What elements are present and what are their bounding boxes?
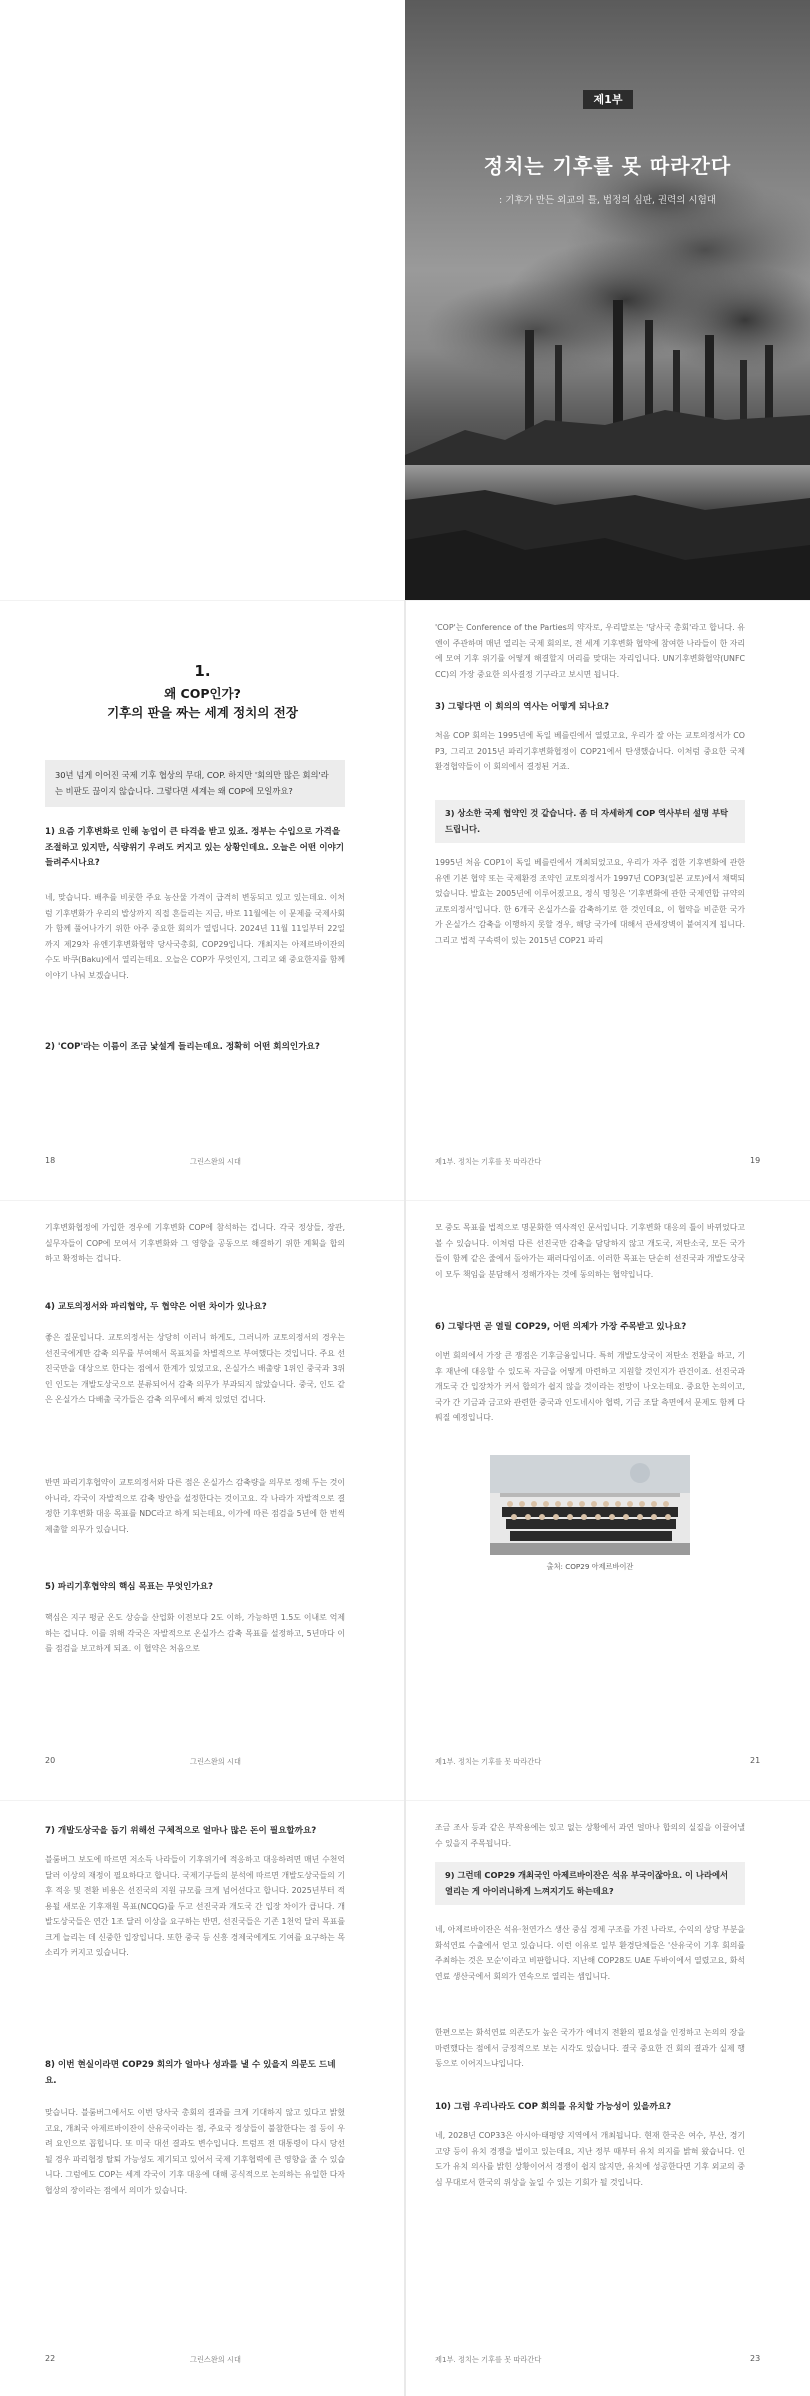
page-18 xyxy=(0,600,405,1200)
paragraph: 네, 아제르바이잔은 석유·천연가스 생산 중심 경제 구조를 가진 나라로, 수익의 상당 부분을 화석연료 수출에서 얻고 있습니다. 이런 이유로 일부 환경단체들은 '산유국이 기후 회의를 주최하는 것은 모순'이라고 비판합니다. 지난해 COP28도 UAE 두바이에서 열렸고요, 화석연료 생산국에서 회의가 연속으로 열리는 셈입니다. xyxy=(435,1925,745,1981)
paragraph: 맞습니다. 블룸버그에서도 이번 당사국 총회의 결과를 크게 기대하지 않고 있다고 밝혔고요, 개최국 아제르바이잔이 산유국이라는 점, 주요국 정상들이 불참한다는 점 등이 우려 요인으로 꼽힙니다. 또 미국 대선 결과도 변수입니다. 트럼프 전 대통령이 다시 당선될 경우 파리협정 탈퇴 가능성도 제기되고 있어서 국제 기후협력에 큰 영향을 줄 수 있습니다. 그럼에도 COP는 세계 각국이 기후 대응에 대해 공식적으로 논의하는 유일한 다자 협상의 장이라는 점에서 의미가 있습니다. xyxy=(45,2108,345,2195)
paragraph: 네, 2028년 COP33은 아시아·태평양 지역에서 개최됩니다. 현재 한국은 여수, 부산, 경기 고양 등이 유치 경쟁을 벌이고 있는데요, 지난 정부 때부터 유치 의지를 밝혀 왔습니다. 인도가 유치 의사를 밝힌 상황이어서 경쟁이 쉽지 않지만, 유치에 성공한다면 기후 외교의 중심 무대로서 한국의 위상을 높일 수 있는 기회가 될 것입니다. xyxy=(435,2131,745,2187)
chapter-title-line1: 왜 COP인가? xyxy=(164,686,241,701)
question-6: 6) 그렇다면 곧 열릴 COP29, 어떤 의제가 가장 주목받고 있나요? xyxy=(435,1322,687,1332)
page-21 xyxy=(405,1200,810,1800)
page-22 xyxy=(0,1800,405,2396)
paragraph: 모 중도 목표를 법적으로 명문화한 역사적인 문서입니다. 기후변화 대응의 틀이 바뀌었다고 볼 수 있습니다. 이처럼 다른 선진국만 감축을 담당하지 않고 개도국, 저탄소국, 모든 국가들이 함께 같은 줄에서 돌아가는 패러다임이죠. 이러한 목표는 단순히 선진국과 개발도상국이 모두 책임을 분담해서 정해가자는 것에 동의하는 협약입니다. xyxy=(435,1223,745,1279)
paragraph: 한편으로는 화석연료 의존도가 높은 국가가 에너지 전환의 필요성을 인정하고 논의의 장을 마련했다는 점에서 긍정적으로 보는 시각도 있습니다. 결국 중요한 건 회의 결과가 실제 행동으로 이어지느냐입니다. xyxy=(435,2028,745,2068)
question-1: 1) 요즘 기후변화로 인해 농업이 큰 타격을 받고 있죠. 정부는 수입으로 가격을 조절하고 있지만, 식량위기 우려도 커지고 있는 상황인데요. 오늘은 어떤 이야기 들려주시나요? xyxy=(45,827,345,868)
cover-photo xyxy=(405,0,810,600)
question-7: 7) 개발도상국을 돕기 위해선 구체적으로 얼마나 많은 돈이 필요할까요? xyxy=(45,1826,317,1836)
question-10: 10) 그럼 우리나라도 COP 회의를 유치할 가능성이 있을까요? xyxy=(435,2102,672,2112)
running-head: 제1부. 정치는 기후를 못 따라간다 xyxy=(435,1157,542,1166)
running-head: 그린스완의 시대 xyxy=(190,2355,241,2364)
part-label: 제1부 xyxy=(583,90,633,109)
spread-20-21 xyxy=(0,1200,810,1800)
paragraph: 조금 조사 등과 같은 부작용에는 있고 없는 상황에서 과연 얼마나 합의의 실질을 이끌어낼 수 있을지 주목됩니다. xyxy=(435,1823,745,1848)
blank-page xyxy=(0,0,405,600)
paragraph: 이번 회의에서 가장 큰 쟁점은 기후금융입니다. 특히 개발도상국이 저탄소 전환을 하고, 기후 재난에 대응할 수 있도록 자금을 어떻게 마련하고 지원할 것인지가 관건이죠. 선진국과 개도국 간 입장차가 커서 합의가 쉽지 않을 것이라는 전망이 나오는데요. 중요한 논의이고, 국가 간 기금과 금고와 관련한 중국과 인도네시아 협력, 기금 조달 측면에서 문제도 함께 다뤄질 예정입니다. xyxy=(435,1351,745,1422)
page-number: 20 xyxy=(45,1756,56,1765)
paragraph: 'COP'는 Conference of the Parties의 약자로, 우리말로는 '당사국 총회'라고 합니다. 유엔이 주관하며 매년 열리는 국제 회의로, 전 세계 기후변화 협약에 참여한 나라들이 한 자리에 모여 기후 위기를 어떻게 해결할지 머리를 맞대는 자리입니다. UN기후변화협약(UNFCCC)의 가장 중요한 의사결정 기구라고 보시면 됩니다. xyxy=(435,623,745,679)
question-8: 8) 이번 현실이라면 COP29 회의가 얼마나 성과를 낼 수 있을지 의문도 드네요. xyxy=(45,2060,336,2086)
page-number: 18 xyxy=(45,1156,56,1165)
paragraph: 블룸버그 보도에 따르면 저소득 나라들이 기후위기에 적응하고 대응하려면 매년 수천억 달러 이상의 재정이 필요하다고 합니다. 국제기구들의 분석에 따르면 개발도상국들의 기후 적응 및 전환 비용은 선진국의 지원 규모를 크게 넘어선다고 합니다. 2025년부터 적용될 새로운 기후재원 목표(NCQG)를 두고 선진국과 개도국 간 입장 차이가 큽니다. 개발도상국들은 연간 1조 달러 이상을 요구하는 반면, 선진국들은 기존 1천억 달러 목표를 크게 늘리는 데 신중한 입장입니다. 또한 중국 등 신흥 경제국에게도 기여를 요구하는 목소리가 커지고 있습니다. xyxy=(45,1855,345,1957)
page-number: 21 xyxy=(750,1756,761,1765)
page-number: 22 xyxy=(45,2354,56,2363)
running-head: 제1부. 정치는 기후를 못 따라간다 xyxy=(435,2355,542,2364)
paragraph: 핵심은 지구 평균 온도 상승을 산업화 이전보다 2도 이하, 가능하면 1.5도 이내로 억제하는 겁니다. 이를 위해 각국은 자발적으로 온실가스 감축 목표를 설정하고, 5년마다 이를 점검을 보고하게 되죠. 이 협약은 처음으로 xyxy=(45,1613,345,1653)
spread-22-23 xyxy=(0,1800,810,2396)
paragraph: 좋은 질문입니다. 교토의정서는 상당히 이러니 하게도, 그러니까 교토의정서의 경우는 선진국에게만 감축 의무를 부여해서 목표치를 차별적으로 부여했다는 것입니다. 주요 선진국만을 대상으로 한다는 점에서 한계가 있었고요, 온실가스 배출량 1위인 중국과 3위인 인도는 개발도상국으로 분류되어서 감축 의무가 부과되지 않았습니다. 중국, 인도 같은 온실가스 다배출 국가들은 감축 의무에서 빠져 있었던 겁니다. xyxy=(45,1333,345,1404)
running-head: 그린스완의 시대 xyxy=(190,1757,241,1766)
running-head: 제1부. 정치는 기후를 못 따라간다 xyxy=(435,1757,542,1766)
question-box: 3) 상소한 국제 협약인 것 같습니다. 좀 더 자세하게 COP 역사부터 설명 부탁드립니다. xyxy=(435,800,745,843)
paragraph: 1995년 처음 COP1이 독일 베를린에서 개최되었고요, 우리가 자주 접한 기후변화에 관한 유엔 기본 협약 또는 국제환경 조약인 교토의정서가 1997년 COP3(일본 교토)에서 채택되었습니다. 발효는 2005년에 이루어졌고요, 정식 명칭은 '기후변화에 관한 국제연합 규약의 교토의정서'입니다. 한 6개국 온실가스를 감축하기로 한 것인데요, 이 협약을 비준한 국가가 온실가스 감축을 이행하지 못할 경우, 해당 국가에 대해서 관세장벽이 붙여지게 됩니다. 그리고 법적 구속력이 있는 2015년 COP21 파리 xyxy=(435,858,745,945)
chapter-summary: 30년 넘게 이어진 국제 기후 협상의 무대, COP. 하지만 '회의만 많은 회의'라는 비판도 끊이지 않습니다. 그렇다면 세계는 왜 COP에 모일까요? xyxy=(45,760,345,807)
running-head: 그린스완의 시대 xyxy=(190,1157,241,1166)
question-4: 4) 교토의정서와 파리협약, 두 협약은 어떤 차이가 있나요? xyxy=(45,1302,267,1312)
part-title: 정치는 기후를 못 따라간다 xyxy=(483,154,732,178)
page-number: 19 xyxy=(750,1156,761,1165)
paragraph: 처음 COP 회의는 1995년에 독일 베를린에서 열렸고요, 우리가 잘 아는 교토의정서가 COP3, 그리고 2015년 파리기후변화협정이 COP21에서 탄생했습니다. 이처럼 중요한 국제 환경협약들이 이 회의에서 결정된 거죠. xyxy=(435,731,745,771)
delegates-photo xyxy=(490,1455,690,1555)
part-subtitle: : 기후가 만든 외교의 틀, 법정의 심판, 권력의 시험대 xyxy=(499,195,716,206)
paragraph: 반면 파리기후협약이 교토의정서와 다른 점은 온실가스 감축량을 의무로 정해 두는 것이 아니라, 각국이 자발적으로 감축 방안을 설정한다는 것이고요. 각 나라가 자발적으로 결정한 기후변화 대응 목표를 NDC라고 하게 되는데요, 이가에 따른 점검을 5년에 한 번씩 제출할 의무가 있습니다. xyxy=(45,1478,345,1534)
question-3: 3) 그렇다면 이 회의의 역사는 어떻게 되나요? xyxy=(435,702,609,712)
question-box: 9) 그런데 COP29 개최국인 아제르바이잔은 석유 부국이잖아요. 이 나라에서 열리는 게 아이러니하게 느껴지기도 하는데요? xyxy=(435,1862,745,1905)
page-20 xyxy=(0,1200,405,1800)
page-23 xyxy=(405,1800,810,2396)
paragraph: 기후변화협정에 가입한 경우에 기후변화 COP에 참석하는 겁니다. 각국 정상들, 장관, 실무자들이 COP에 모여서 기후변화와 그 영향을 공동으로 해결하기 위한 계획을 합의하고 확정하는 겁니다. xyxy=(45,1223,345,1263)
page-number: 23 xyxy=(750,2354,761,2363)
spread-cover xyxy=(0,0,810,600)
question-5: 5) 파리기후협약의 핵심 목표는 무엇인가요? xyxy=(45,1582,213,1592)
group-photo-illustration xyxy=(490,1455,690,1555)
question-2: 2) 'COP'라는 이름이 조금 낯설게 들리는데요. 정확히 어떤 회의인가요? xyxy=(45,1042,320,1052)
chapter-title-line2: 기후의 판을 짜는 세계 정치의 전장 xyxy=(107,705,298,720)
answer-1: 네, 맞습니다. 배추를 비롯한 주요 농산물 가격이 급격히 변동되고 있고 있는데요. 이처럼 기후변화가 우리의 밥상까지 직접 흔들리는 지금, 바로 11월에는 이 문제를 국제사회가 함께 풀어나가기 위한 아주 중요한 회의가 열립니다. 2024년 11월 11일부터 22일까지 제29차 유엔기후변화협약 당사국총회, COP29입니다. 개최지는 아제르바이잔의 수도 바쿠(Baku)에서 열리는데요. 오늘은 COP가 무엇인지, 그리고 왜 중요한지를 함께 이야기 나눠 보겠습니다. xyxy=(45,893,345,980)
page-19 xyxy=(405,600,810,1200)
spread-18-19 xyxy=(0,600,810,1200)
chapter-number: 1. xyxy=(194,662,211,680)
photo-caption: 출처: COP29 아제르바이잔 xyxy=(546,1562,634,1571)
